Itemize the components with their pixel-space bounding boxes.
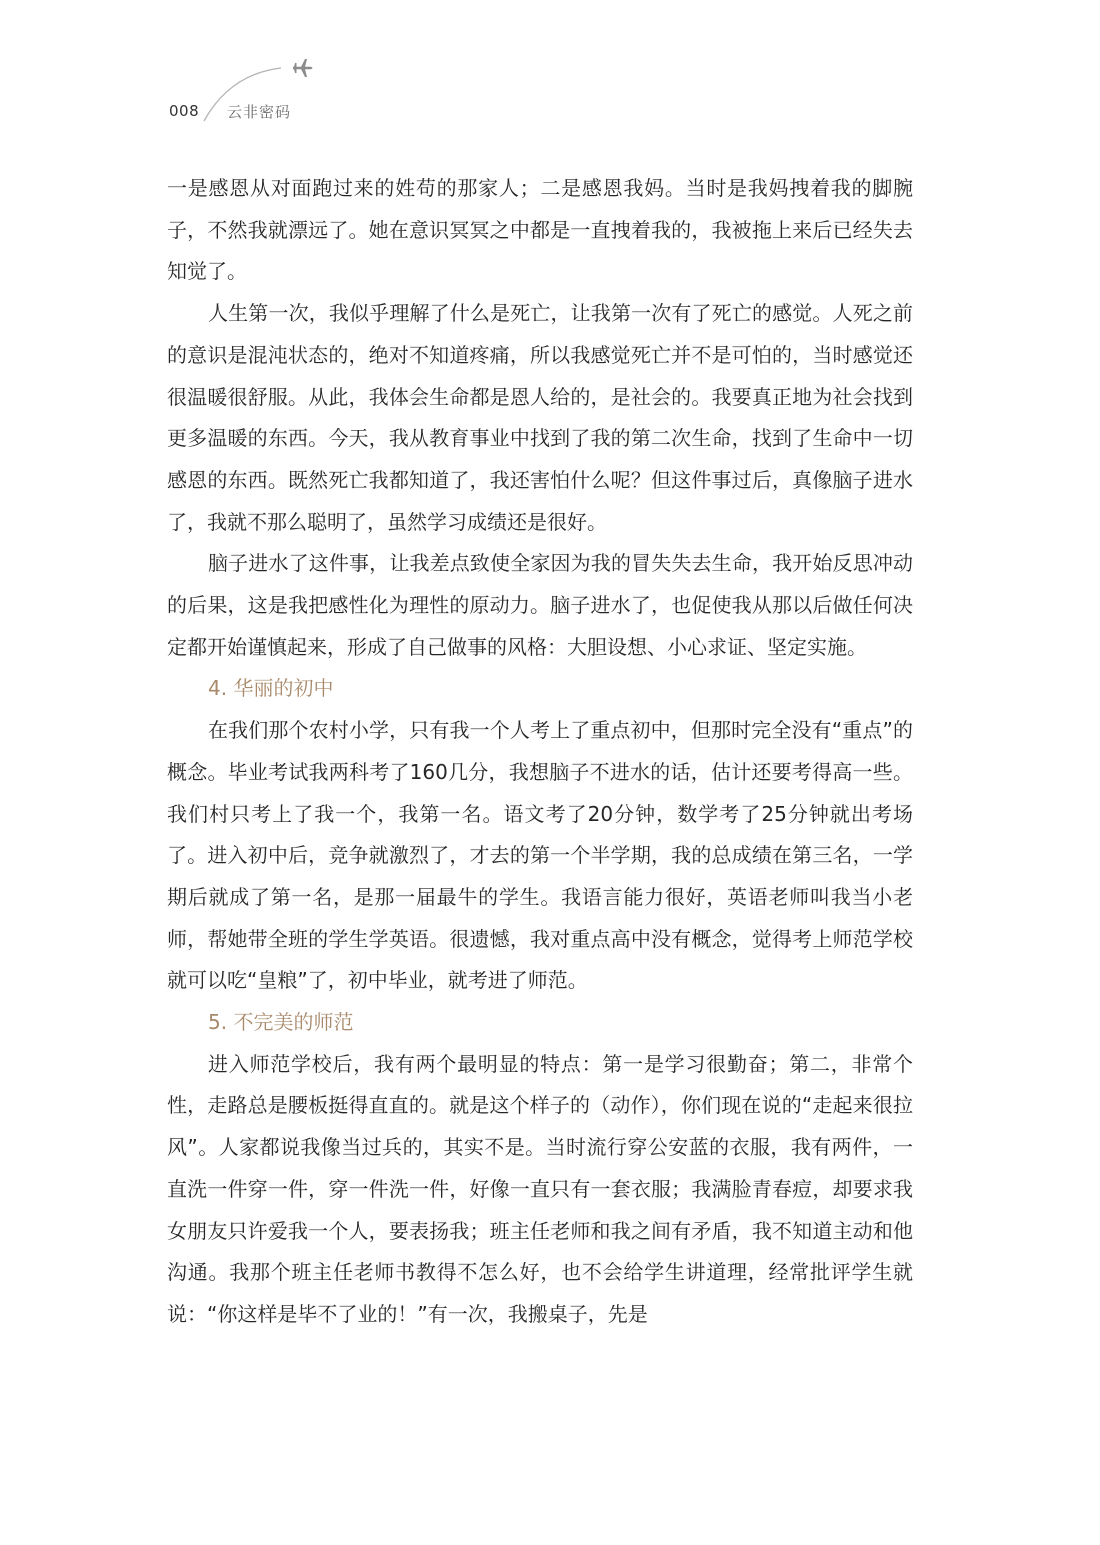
paragraph-3: 脑子进水了这件事，让我差点致使全家因为我的冒失失去生命，我开始反思冲动的后果，这是我把感性化为理性的原动力。脑子进水了，也促使我从那以后做任何决定都开始谨慎起来，形成了自己做事的风格：大胆设想、小心求证、坚定实施。 bbox=[167, 551, 913, 659]
header-decoration bbox=[0, 0, 1100, 140]
airplane-icon bbox=[293, 59, 313, 77]
page-body bbox=[167, 168, 913, 1336]
paragraph-2: 人生第一次，我似乎理解了什么是死亡，让我第一次有了死亡的感觉。人死之前的意识是混沌状态的，绝对不知道疼痛，所以我感觉死亡并不是可怕的，当时感觉还很温暖很舒服。从此，我体会生命都是恩人给的，是社会的。我要真正地为社会找到更多温暖的东西。今天，我从教育事业中找到了我的第二次生命，找到了生命中一切感恩的东西。既然死亡我都知道了，我还害怕什么呢？但这件事过后，真像脑子进水了，我就不那么聪明了，虽然学习成绩还是很好。 bbox=[167, 301, 913, 534]
page-number: 008 bbox=[169, 102, 200, 120]
page-header bbox=[0, 0, 1100, 140]
paragraph-5: 进入师范学校后，我有两个最明显的特点：第一是学习很勤奋；第二，非常个性，走路总是腰板挺得直直的。就是这个样子的（动作），你们现在说的“走起来很拉风”。人家都说我像当过兵的，其实不是。当时流行穿公安蓝的衣服，我有两件，一直洗一件穿一件，穿一件洗一件，好像一直只有一套衣服；我满脸青春痘，却要求我女朋友只许爱我一个人，要表扬我；班主任老师和我之间有矛盾，我不知道主动和他沟通。我那个班主任老师书教得不怎么好，也不会给学生讲道理，经常批评学生就说：“你这样是毕不了业的！”有一次，我搬桌子，先是 bbox=[167, 1051, 913, 1326]
book-title: 云非密码 bbox=[227, 103, 292, 121]
paragraph-1: 一是感恩从对面跑过来的姓苟的那家人；二是感恩我妈。当时是我妈拽着我的脚腕子，不然我就漂远了。她在意识冥冥之中都是一直拽着我的，我被拖上来后已经失去知觉了。 bbox=[167, 176, 913, 284]
paragraph-4: 在我们那个农村小学，只有我一个人考上了重点初中，但那时完全没有“重点”的概念。毕业考试我两科考了160几分，我想脑子不进水的话，估计还要考得高一些。我们村只考上了我一个，我第一名。语文考了20分钟，数学考了25分钟就出考场了。进入初中后，竞争就激烈了，才去的第一个半学期，我的总成绩在第三名，一学期后就成了第一名，是那一届最牛的学生。我语言能力很好，英语老师叫我当小老师，帮她带全班的学生学英语。很遗憾，我对重点高中没有概念，觉得考上师范学校就可以吃“皇粮”了，初中毕业，就考进了师范。 bbox=[167, 718, 913, 993]
section-heading-5: 5. 不完美的师范 bbox=[208, 1010, 354, 1035]
section-heading-4: 4. 华丽的初中 bbox=[208, 676, 334, 701]
